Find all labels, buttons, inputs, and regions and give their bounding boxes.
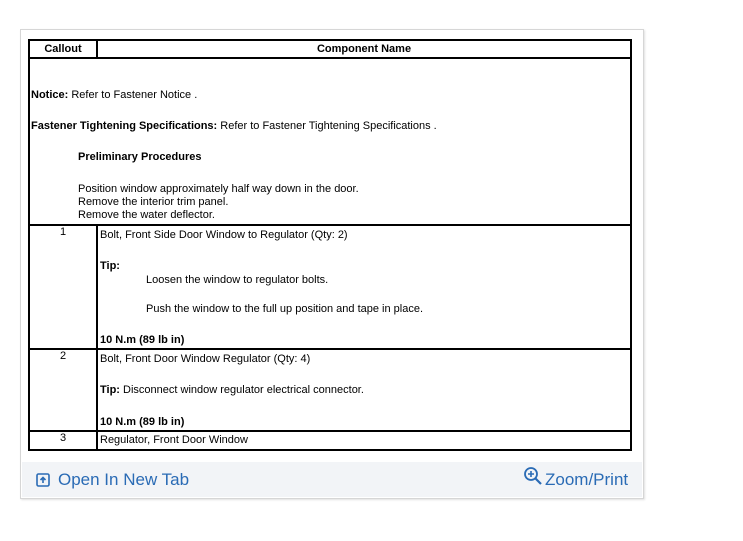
- notice-text: Refer to Fastener Notice .: [68, 89, 198, 101]
- intro-cell: [29, 58, 631, 225]
- torque-spec: 10 N.m (89 lb in): [100, 416, 185, 428]
- component-name: Regulator, Front Door Window: [100, 434, 248, 446]
- notice-label: Notice:: [31, 89, 69, 101]
- zoom-print-link[interactable]: Zoom/Print: [545, 470, 629, 489]
- tip-label: Tip:: [100, 260, 120, 272]
- tip-label: Tip:: [100, 384, 120, 396]
- table-row: [29, 349, 631, 431]
- table-row: [29, 431, 631, 450]
- notice-line: [31, 89, 197, 101]
- tip-text: Disconnect window regulator electrical connector.: [119, 384, 364, 396]
- component-name: Bolt, Front Door Window Regulator (Qty: 4): [100, 353, 311, 365]
- zoom-in-icon[interactable]: [523, 466, 543, 486]
- component-name: Bolt, Front Side Door Window to Regulator (Qty: 2): [100, 229, 348, 241]
- preliminary-heading: Preliminary Procedures: [78, 151, 202, 163]
- callout-cell: 2: [29, 349, 97, 431]
- table-row: [29, 225, 631, 349]
- component-cell: [97, 431, 631, 450]
- fastener-spec-label: Fastener Tightening Specifications:: [31, 120, 218, 132]
- table-header-row: [29, 40, 631, 58]
- component-cell: [97, 349, 631, 431]
- prelim-step: Position window approximately half way down in the door.: [78, 183, 359, 195]
- fastener-spec-text: Refer to Fastener Tightening Specifications .: [217, 120, 437, 132]
- torque-spec: 10 N.m (89 lb in): [100, 334, 185, 346]
- callout-cell: 1: [29, 225, 97, 349]
- header-component-name: Component Name: [97, 40, 631, 58]
- document-frame: [20, 29, 644, 499]
- open-in-new-tab-link[interactable]: Open In New Tab: [58, 470, 190, 489]
- tip-text: Loosen the window to regulator bolts.: [146, 274, 329, 286]
- open-in-new-tab-icon[interactable]: [36, 473, 50, 487]
- fastener-spec-line: [31, 120, 437, 132]
- tip-line: [100, 384, 364, 396]
- component-cell: [97, 225, 631, 349]
- prelim-step: Remove the interior trim panel.: [78, 196, 229, 208]
- callout-cell: 3: [29, 431, 97, 450]
- component-table: [28, 39, 632, 451]
- intro-row: [29, 58, 631, 225]
- prelim-step: Remove the water deflector.: [78, 209, 215, 221]
- header-callout: Callout: [29, 40, 97, 58]
- footer-bar: [22, 462, 642, 497]
- tip-text: Push the window to the full up position and tape in place.: [146, 303, 424, 315]
